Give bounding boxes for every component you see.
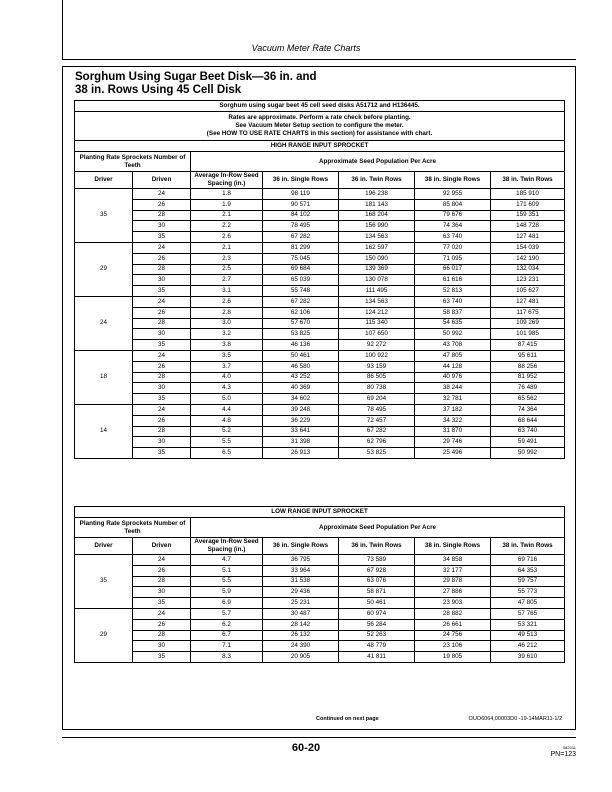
table-cell: 28 [133, 426, 191, 437]
table-cell: 159 351 [491, 210, 565, 221]
table-row [75, 565, 565, 576]
table-row [75, 576, 565, 587]
table-cell: 78 495 [263, 221, 339, 232]
table-cell: 50 992 [415, 329, 491, 340]
population-header: Approximate Seed Population Per Acre [191, 518, 565, 538]
table-cell: 95 611 [491, 350, 565, 361]
note-line: (See HOW TO USE RATE CHARTS in this section) for assistance with chart. [206, 130, 433, 137]
table-cell: 57 765 [491, 608, 565, 619]
table-cell: 39 248 [263, 404, 339, 415]
col-driven: Driven [133, 172, 191, 189]
table-cell: 88 256 [491, 361, 565, 372]
table-row [75, 448, 565, 459]
table-notes [75, 112, 565, 141]
table-cell: 53 825 [339, 448, 415, 459]
table-cell: 2.1 [191, 210, 263, 221]
table-row [75, 630, 565, 641]
col-38-single: 38 in. Single Rows [415, 172, 491, 189]
table-cell: 150 090 [339, 253, 415, 264]
table-cell: 154 039 [491, 242, 565, 253]
table-cell: 50 992 [491, 448, 565, 459]
table-cell: 6.5 [191, 448, 263, 459]
table-cell: 40 369 [263, 383, 339, 394]
table-cell: 28 [133, 372, 191, 383]
table-row [75, 296, 565, 307]
table-cell: 2.8 [191, 307, 263, 318]
table-cell: 34 322 [415, 415, 491, 426]
table-cell: 28 142 [263, 619, 339, 630]
col-38-single: 38 in. Single Rows [415, 538, 491, 555]
table-cell: 2.6 [191, 296, 263, 307]
table-cell: 134 563 [339, 296, 415, 307]
table-cell: 69 684 [263, 264, 339, 275]
driver-cell: 35 [75, 189, 133, 243]
table-cell: 5.2 [191, 426, 263, 437]
table-cell: 31 870 [415, 426, 491, 437]
table-cell: 30 [133, 329, 191, 340]
table-row [75, 318, 565, 329]
table-cell: 55 748 [263, 286, 339, 297]
col-driver: Driver [75, 538, 133, 555]
table-cell: 162 597 [339, 242, 415, 253]
table-cell: 4.7 [191, 555, 263, 566]
table-row [75, 189, 565, 200]
table-cell: 52 813 [415, 286, 491, 297]
table-cell: 87 415 [491, 340, 565, 351]
driver-cell: 29 [75, 608, 133, 662]
table-row [75, 361, 565, 372]
table-cell: 26 [133, 565, 191, 576]
table-cell: 72 457 [339, 415, 415, 426]
document-code: OUO6064,00003D0 -19-14MAR11-1/2 [468, 716, 562, 722]
driver-cell: 29 [75, 242, 133, 296]
table-row [75, 253, 565, 264]
table-cell: 46 580 [263, 361, 339, 372]
table-cell: 59 491 [491, 437, 565, 448]
table-cell: 142 190 [491, 253, 565, 264]
table-cell: 37 182 [415, 404, 491, 415]
table-row [75, 426, 565, 437]
population-header: Approximate Seed Population Per Acre [191, 152, 565, 172]
table-row [75, 415, 565, 426]
table-cell: 36 229 [263, 415, 339, 426]
table-cell: 52 263 [339, 630, 415, 641]
table-cell: 71 095 [415, 253, 491, 264]
table-cell: 34 858 [415, 555, 491, 566]
table-cell: 20 905 [263, 652, 339, 663]
low-range-title: LOW RANGE INPUT SPROCKET [75, 507, 565, 518]
table-cell: 34 602 [263, 394, 339, 405]
table-cell: 40 976 [415, 372, 491, 383]
table-cell: 26 [133, 415, 191, 426]
table-cell: 171 609 [491, 199, 565, 210]
table-cell: 3.2 [191, 329, 263, 340]
page-header-title: Vacuum Meter Rate Charts [251, 43, 361, 53]
low-range-body [75, 555, 565, 663]
table-cell: 92 955 [415, 189, 491, 200]
table-cell: 134 563 [339, 232, 415, 243]
table-row [75, 199, 565, 210]
table-cell: 30 [133, 275, 191, 286]
table-cell: 62 796 [339, 437, 415, 448]
table-row [75, 394, 565, 405]
col-driven: Driven [133, 538, 191, 555]
col-38-twin: 38 in. Twin Rows [491, 538, 565, 555]
table-row [75, 619, 565, 630]
low-range-table-wrap [74, 506, 564, 663]
table-cell: 35 [133, 232, 191, 243]
table-cell: 26 661 [415, 619, 491, 630]
table-cell: 8.3 [191, 652, 263, 663]
table-cell: 6.2 [191, 619, 263, 630]
table-cell: 105 627 [491, 286, 565, 297]
table-cell: 28 [133, 318, 191, 329]
table-cell: 35 [133, 448, 191, 459]
table-cell: 30 [133, 221, 191, 232]
table-cell: 23 903 [415, 598, 491, 609]
table-row [75, 221, 565, 232]
table-cell: 44 128 [415, 361, 491, 372]
table-row [75, 350, 565, 361]
table-cell: 24 [133, 404, 191, 415]
table-cell: 5.5 [191, 437, 263, 448]
table-cell: 107 650 [339, 329, 415, 340]
driver-cell: 18 [75, 350, 133, 404]
table-cell: 25 496 [415, 448, 491, 459]
table-cell: 28 [133, 210, 191, 221]
table-cell: 24 [133, 296, 191, 307]
table-cell: 28 [133, 576, 191, 587]
table-cell: 26 132 [263, 630, 339, 641]
table-cell: 24 [133, 350, 191, 361]
table-cell: 30 [133, 383, 191, 394]
table-cell: 59 757 [491, 576, 565, 587]
sprocket-group-header: Planting Rate Sprockets Number of Teeth [75, 152, 191, 172]
table-cell: 29 878 [415, 576, 491, 587]
table-cell: 60 974 [339, 608, 415, 619]
table-cell: 43 252 [263, 372, 339, 383]
table-cell: 7.1 [191, 641, 263, 652]
table-row [75, 404, 565, 415]
page-number: 60-20 [291, 742, 321, 754]
table-cell: 35 [133, 286, 191, 297]
table-cell: 76 489 [491, 383, 565, 394]
section-title-line1: Sorghum Using Sugar Beet Disk—36 in. and [75, 71, 317, 83]
table-cell: 58 871 [339, 587, 415, 598]
print-date-code: 082011 [562, 745, 576, 750]
section-title-line2: 38 in. Rows Using 45 Cell Disk [75, 84, 242, 96]
table-cell: 130 078 [339, 275, 415, 286]
table-cell: 67 282 [263, 296, 339, 307]
table-cell: 54 635 [415, 318, 491, 329]
col-36-twin: 36 in. Twin Rows [339, 172, 415, 189]
table-cell: 63 740 [491, 426, 565, 437]
table-cell: 98 119 [263, 189, 339, 200]
table-cell: 185 910 [491, 189, 565, 200]
table-cell: 148 728 [491, 221, 565, 232]
table-cell: 56 284 [339, 619, 415, 630]
table-cell: 28 [133, 630, 191, 641]
table-cell: 30 487 [263, 608, 339, 619]
table-cell: 29 436 [263, 587, 339, 598]
table-row [75, 598, 565, 609]
table-cell: 156 990 [339, 221, 415, 232]
table-cell: 29 746 [415, 437, 491, 448]
table-cell: 5.1 [191, 565, 263, 576]
table-cell: 38 244 [415, 383, 491, 394]
table-row [75, 307, 565, 318]
table-cell: 24 [133, 242, 191, 253]
table-cell: 69 204 [339, 394, 415, 405]
col-36-single: 36 in. Single Rows [263, 538, 339, 555]
table-cell: 26 [133, 199, 191, 210]
table-cell: 49 513 [491, 630, 565, 641]
table-cell: 74 364 [415, 221, 491, 232]
high-range-table [74, 100, 565, 459]
table-cell: 81 299 [263, 242, 339, 253]
table-cell: 63 740 [415, 296, 491, 307]
table-cell: 132 034 [491, 264, 565, 275]
table-cell: 30 [133, 641, 191, 652]
table-cell: 26 [133, 619, 191, 630]
table-cell: 5.9 [191, 587, 263, 598]
table-cell: 101 985 [491, 329, 565, 340]
table-cell: 32 781 [415, 394, 491, 405]
section-title [75, 71, 317, 97]
table-cell: 47 805 [491, 598, 565, 609]
table-cell: 127 481 [491, 232, 565, 243]
table-cell: 39 610 [491, 652, 565, 663]
table-cell: 100 922 [339, 350, 415, 361]
table-cell: 93 159 [339, 361, 415, 372]
table-cell: 58 837 [415, 307, 491, 318]
table-cell: 24 390 [263, 641, 339, 652]
table-cell: 53 321 [491, 619, 565, 630]
table-cell: 84 102 [263, 210, 339, 221]
table-cell: 48 779 [339, 641, 415, 652]
sprocket-group-header: Planting Rate Sprockets Number of Teeth [75, 518, 191, 538]
col-38-twin: 38 in. Twin Rows [491, 172, 565, 189]
table-row [75, 555, 565, 566]
table-row [75, 652, 565, 663]
table-cell: 26 [133, 307, 191, 318]
table-cell: 68 644 [491, 415, 565, 426]
table-cell: 78 495 [339, 404, 415, 415]
table-cell: 35 [133, 652, 191, 663]
table-cell: 35 [133, 340, 191, 351]
table-row [75, 264, 565, 275]
table-cell: 81 952 [491, 372, 565, 383]
table-cell: 24 [133, 608, 191, 619]
table-cell: 75 045 [263, 253, 339, 264]
table-cell: 115 340 [339, 318, 415, 329]
table-row [75, 383, 565, 394]
table-cell: 65 039 [263, 275, 339, 286]
table-cell: 6.7 [191, 630, 263, 641]
table-row [75, 275, 565, 286]
table-cell: 47 805 [415, 350, 491, 361]
table-cell: 3.1 [191, 286, 263, 297]
table-cell: 35 [133, 394, 191, 405]
table-cell: 67 282 [339, 426, 415, 437]
footer-rule [62, 737, 576, 738]
table-cell: 127 481 [491, 296, 565, 307]
table-cell: 27 886 [415, 587, 491, 598]
table-cell: 63 740 [415, 232, 491, 243]
table-row [75, 329, 565, 340]
table-row [75, 242, 565, 253]
table-cell: 2.2 [191, 221, 263, 232]
table-cell: 25 231 [263, 598, 339, 609]
table-cell: 19 805 [415, 652, 491, 663]
table-cell: 63 076 [339, 576, 415, 587]
col-spacing: Average In-Row Seed Spacing (in.) [191, 538, 263, 555]
continued-note: Continued on next page [316, 716, 379, 722]
driver-cell: 24 [75, 296, 133, 350]
table-cell: 55 773 [491, 587, 565, 598]
table-cell: 66 017 [415, 264, 491, 275]
table-cell: 5.0 [191, 394, 263, 405]
table-cell: 124 212 [339, 307, 415, 318]
table-cell: 24 756 [415, 630, 491, 641]
table-row [75, 210, 565, 221]
table-cell: 23 106 [415, 641, 491, 652]
table-cell: 4.8 [191, 415, 263, 426]
table-cell: 26 913 [263, 448, 339, 459]
high-range-table-wrap [74, 100, 564, 459]
table-cell: 67 928 [339, 565, 415, 576]
table-cell: 28 [133, 264, 191, 275]
table-cell: 62 106 [263, 307, 339, 318]
table-cell: 109 269 [491, 318, 565, 329]
table-cell: 2.1 [191, 242, 263, 253]
table-cell: 123 231 [491, 275, 565, 286]
table-cell: 26 [133, 253, 191, 264]
table-row [75, 372, 565, 383]
table-cell: 168 204 [339, 210, 415, 221]
table-cell: 1.8 [191, 189, 263, 200]
table-cell: 46 136 [263, 340, 339, 351]
header-rule [62, 59, 576, 60]
table-row [75, 587, 565, 598]
table-cell: 117 675 [491, 307, 565, 318]
table-cell: 57 670 [263, 318, 339, 329]
table-cell: 86 505 [339, 372, 415, 383]
driver-cell: 35 [75, 555, 133, 609]
table-cell: 41 811 [339, 652, 415, 663]
table-cell: 50 461 [263, 350, 339, 361]
table-cell: 4.4 [191, 404, 263, 415]
table-cell: 5.7 [191, 608, 263, 619]
note-line: Rates are approximate. Perform a rate check before planting. [228, 114, 411, 121]
table-cell: 5.5 [191, 576, 263, 587]
col-36-twin: 36 in. Twin Rows [339, 538, 415, 555]
table-cell: 53 825 [263, 329, 339, 340]
table-cell: 67 282 [263, 232, 339, 243]
table-cell: 2.3 [191, 253, 263, 264]
col-spacing: Average In-Row Seed Spacing (in.) [191, 172, 263, 189]
table-cell: 2.5 [191, 264, 263, 275]
high-range-body [75, 189, 565, 459]
table-cell: 73 589 [339, 555, 415, 566]
table-row [75, 641, 565, 652]
table-caption: Sorghum using sugar beet 45 cell seed disks A51712 and H136445. [75, 101, 565, 112]
table-cell: 1.9 [191, 199, 263, 210]
table-cell: 80 738 [339, 383, 415, 394]
table-cell: 64 353 [491, 565, 565, 576]
table-cell: 4.3 [191, 383, 263, 394]
table-row [75, 232, 565, 243]
pn-number: PN=123 [550, 751, 576, 758]
table-cell: 90 571 [263, 199, 339, 210]
table-cell: 79 676 [415, 210, 491, 221]
table-cell: 30 [133, 437, 191, 448]
table-cell: 196 238 [339, 189, 415, 200]
table-cell: 35 [133, 598, 191, 609]
table-cell: 92 272 [339, 340, 415, 351]
table-cell: 4.0 [191, 372, 263, 383]
table-cell: 69 716 [491, 555, 565, 566]
table-cell: 33 641 [263, 426, 339, 437]
table-cell: 61 616 [415, 275, 491, 286]
table-cell: 32 177 [415, 565, 491, 576]
table-cell: 2.6 [191, 232, 263, 243]
table-cell: 24 [133, 189, 191, 200]
table-cell: 65 562 [491, 394, 565, 405]
table-cell: 46 212 [491, 641, 565, 652]
high-range-title: HIGH RANGE INPUT SPROCKET [75, 141, 565, 152]
table-cell: 26 [133, 361, 191, 372]
table-cell: 77 020 [415, 242, 491, 253]
table-cell: 30 [133, 587, 191, 598]
col-36-single: 36 in. Single Rows [263, 172, 339, 189]
table-cell: 3.8 [191, 340, 263, 351]
table-cell: 24 [133, 555, 191, 566]
low-range-table [74, 506, 565, 663]
table-cell: 43 708 [415, 340, 491, 351]
table-row [75, 437, 565, 448]
table-cell: 3.5 [191, 350, 263, 361]
table-cell: 3.0 [191, 318, 263, 329]
table-cell: 36 795 [263, 555, 339, 566]
table-cell: 111 495 [339, 286, 415, 297]
table-cell: 2.7 [191, 275, 263, 286]
table-cell: 85 804 [415, 199, 491, 210]
table-cell: 3.7 [191, 361, 263, 372]
table-cell: 139 369 [339, 264, 415, 275]
table-cell: 33 964 [263, 565, 339, 576]
note-line: See Vacuum Meter Setup section to configure the meter. [235, 122, 404, 129]
table-cell: 31 398 [263, 437, 339, 448]
col-driver: Driver [75, 172, 133, 189]
table-cell: 31 538 [263, 576, 339, 587]
table-row [75, 286, 565, 297]
table-cell: 28 882 [415, 608, 491, 619]
driver-cell: 14 [75, 404, 133, 458]
table-row [75, 608, 565, 619]
table-cell: 50 461 [339, 598, 415, 609]
table-cell: 181 143 [339, 199, 415, 210]
table-row [75, 340, 565, 351]
table-cell: 6.9 [191, 598, 263, 609]
table-cell: 74 364 [491, 404, 565, 415]
